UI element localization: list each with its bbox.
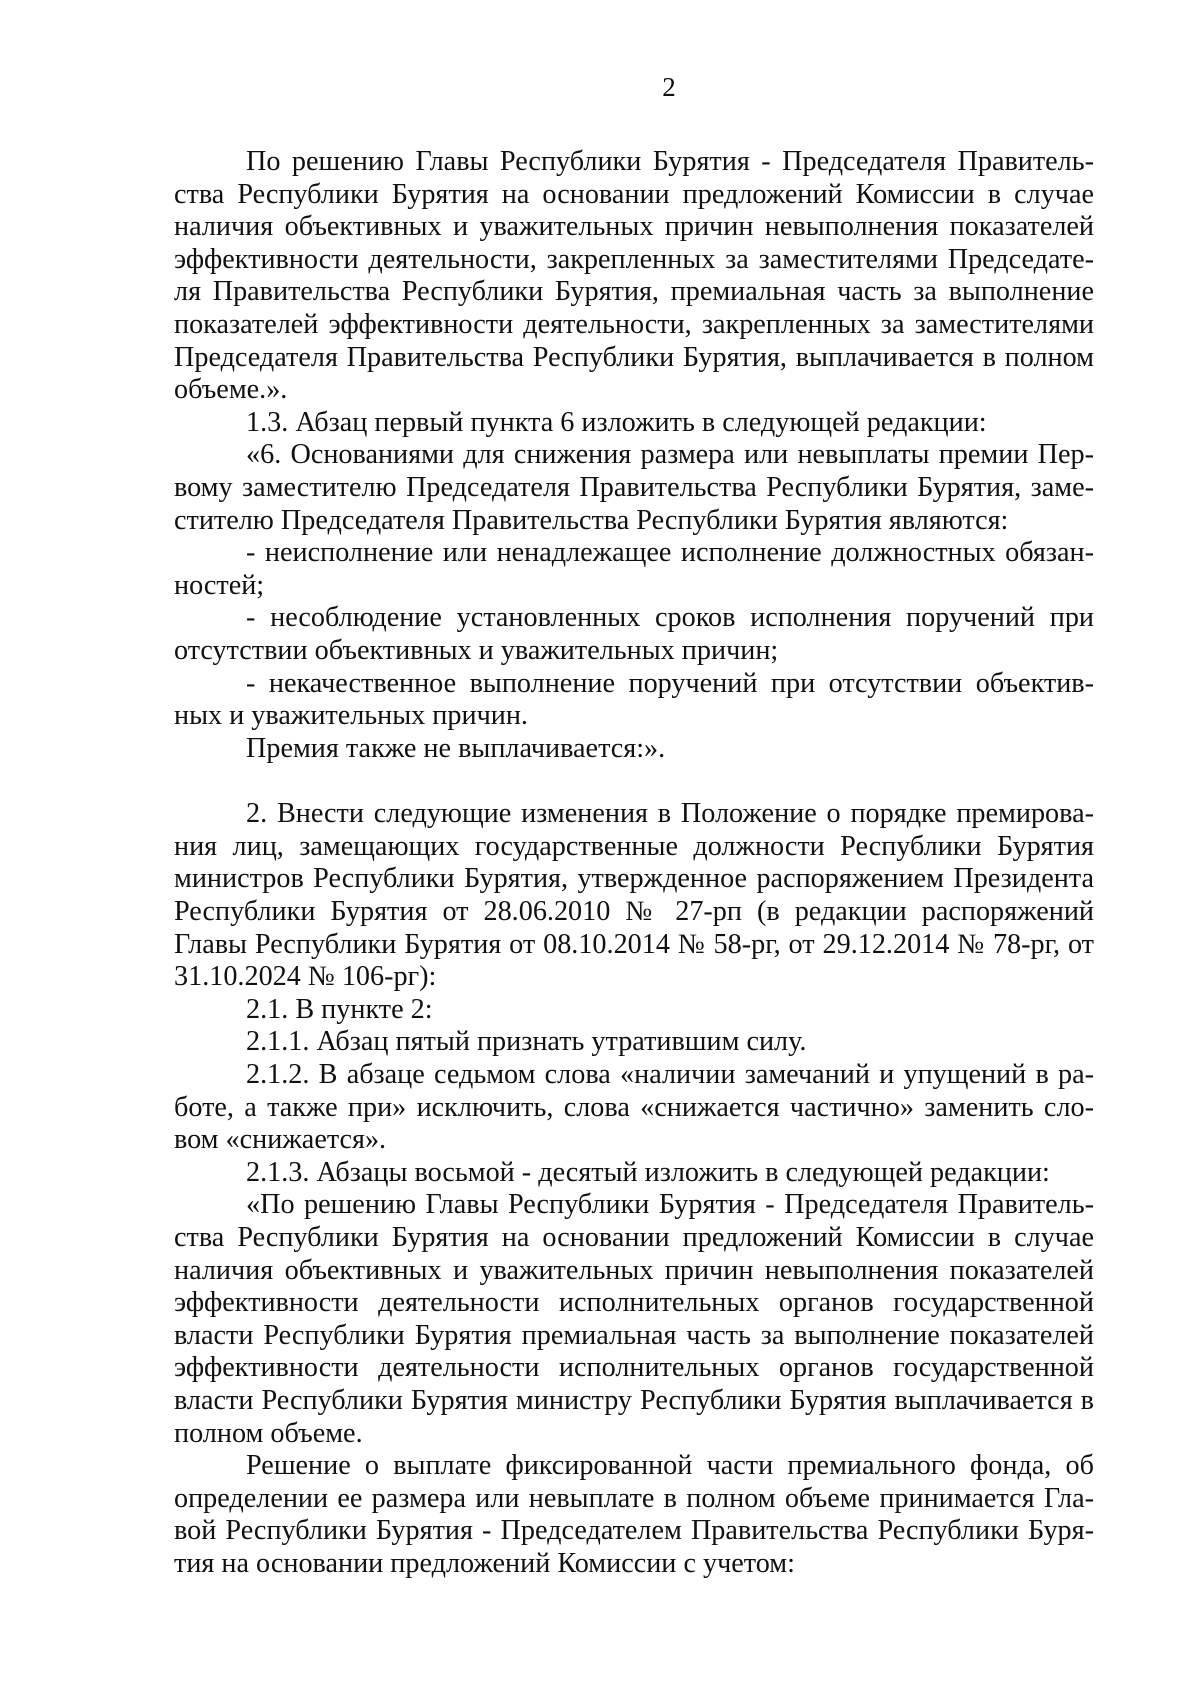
list-item-nonfulfillment: - неисполнение или ненадлежащее исполнение должностных обязанностей; — [174, 537, 1094, 601]
paragraph-item-2-1: 2.1. В пункте 2: — [246, 993, 433, 1025]
paragraph-quoted-decision: «По решению Главы Республики Бурятия - Председателя Правительства Республики Бурятия на основании предложений Комиссии в случае наличия объективных и уважительных причин невыполнения показателей эффективности деятельности исполнительных органов государственной власти Республики Бурятия премиальная часть за выполнение показателей эффективности деятельности исполнительных органов государственной власти Республики Бурятия министру Республики Бурятия выплачивается в полном объеме. — [174, 1189, 1094, 1449]
list-item-deadlines: - несоблюдение установленных сроков исполнения поручений при отсутствии объективных и уважительных причин; — [174, 602, 1094, 666]
paragraph-head-decision: По решению Главы Республики Бурятия - Председателя Правительства Республики Бурятия на основании предложений Комиссии в случае наличия объективных и уважительных причин невыполнения показателей эффективности деятельности, закрепленных за заместителями Председателя Правительства Республики Бурятия, премиальная часть за выполнение показателей эффективности деятельности, закрепленных за заместителями Председателя Правительства Республики Бурятия, выплачивается в полном объеме.». — [174, 146, 1094, 406]
paragraph-item-6: «6. Основаниями для снижения размера или невыплаты премии Первому заместителю Председателя Правительства Республики Бурятия, заместителю Председателя Правительства Республики Бурятия являются: — [174, 439, 1094, 536]
paragraph-item-2-1-3: 2.1.3. Абзацы восьмой - десятый изложить в следующей редакции: — [246, 1156, 1050, 1188]
page-number: 2 — [662, 72, 676, 102]
document-body — [174, 146, 1094, 1581]
paragraph-item-2-1-2: 2.1.2. В абзаце седьмом слова «наличии замечаний и упущений в работе, а также при» исключить, слова «снижается частично» заменить словом «снижается». — [174, 1059, 1094, 1156]
list-item-quality: - некачественное выполнение поручений при отсутствии объективных и уважительных причин. — [174, 667, 1094, 732]
paragraph-item-1-3: 1.3. Абзац первый пункта 6 изложить в следующей редакции: — [246, 406, 987, 438]
paragraph-item-2-1-1: 2.1.1. Абзац пятый признать утратившим силу. — [246, 1026, 807, 1058]
paragraph-bonus-not-paid: Премия также не выплачивается:». — [246, 732, 666, 764]
paragraph-item-2: 2. Внести следующие изменения в Положение о порядке премирования лиц, замещающих государственные должности Республики Бурятия министров Республики Бурятия, утвержденное распоряжением Президента Республики Бурятия от 28.06.2010 № 27-рп (в редакции распоряжений Главы Республики Бурятия от 08.10.2014 № 58-рг, от 29.12.2014 № 78-рг, от 31.10.2024 № 106-рг): — [174, 798, 1094, 993]
paragraph-fixed-part-decision: Решение о выплате фиксированной части премиального фонда, об определении ее размера или невыплате в полном объеме принимается Главой Республики Бурятия - Председателем Правительства Республики Бурятия на основании предложений Комиссии с учетом: — [174, 1450, 1094, 1579]
